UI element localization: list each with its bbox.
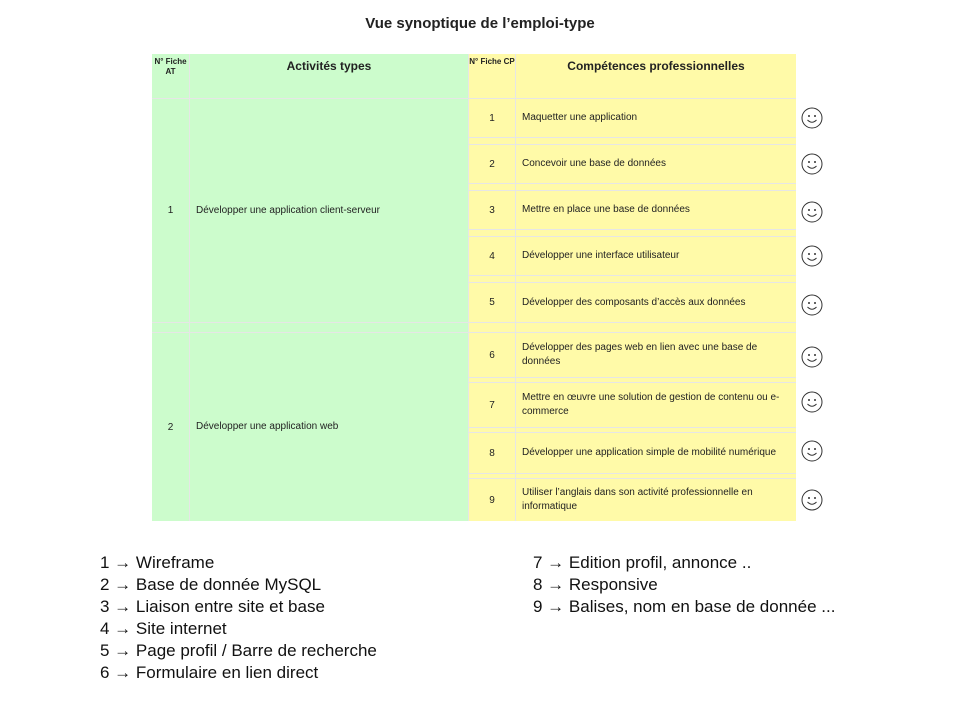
smiley-icon	[801, 346, 823, 368]
competence-number: 4	[469, 237, 515, 275]
competence-label: Mettre en place une base de données	[516, 191, 796, 229]
competence-label: Mettre en œuvre une solution de gestion de contenu ou e-commerce	[516, 383, 796, 427]
smiley-icon	[801, 201, 823, 223]
notes-right	[533, 552, 835, 618]
competence-number: 2	[469, 145, 515, 183]
note-item: 7 → Edition profil, annonce ..	[533, 553, 752, 572]
note-item: 6 → Formulaire en lien direct	[100, 663, 319, 682]
competence-number: 7	[469, 383, 515, 427]
note-item: 1 → Wireframe	[100, 553, 215, 572]
header-competences: Compétences professionnelles	[516, 54, 796, 98]
spacer-cell	[152, 323, 189, 332]
competence-number: 3	[469, 191, 515, 229]
smiley-icon	[801, 391, 823, 413]
competence-number: 1	[469, 99, 515, 137]
page-title: Vue synoptique de l’emploi-type	[365, 15, 595, 32]
spacer-cell	[469, 230, 515, 236]
activity-number: 2	[152, 333, 189, 521]
competence-number: 9	[469, 479, 515, 521]
competence-label: Développer une application simple de mobilité numérique	[516, 433, 796, 473]
spacer-cell	[190, 323, 468, 332]
smiley-icon	[801, 489, 823, 511]
spacer-cell	[516, 276, 796, 282]
note-item: 5 → Page profil / Barre de recherche	[100, 641, 377, 660]
note-item: 8 → Responsive	[533, 575, 658, 594]
synoptic-table	[152, 54, 796, 521]
competence-label: Utiliser l’anglais dans son activité professionnelle en informatique	[516, 479, 796, 521]
competence-label: Développer une interface utilisateur	[516, 237, 796, 275]
spacer-cell	[469, 184, 515, 190]
spacer-cell	[469, 428, 515, 432]
note-item: 2 → Base de donnée MySQL	[100, 575, 322, 594]
header-fiche-at: N° Fiche AT	[152, 54, 189, 98]
activity-number: 1	[152, 99, 189, 322]
spacer-cell	[516, 474, 796, 478]
spacer-cell	[469, 276, 515, 282]
competence-label: Développer des composants d’accès aux données	[516, 283, 796, 322]
competence-label: Développer des pages web en lien avec une base de données	[516, 333, 796, 377]
spacer-cell	[516, 138, 796, 144]
spacer-cell	[516, 230, 796, 236]
spacer-cell	[469, 378, 515, 382]
note-item: 3 → Liaison entre site et base	[100, 597, 325, 616]
competence-label: Concevoir une base de données	[516, 145, 796, 183]
header-fiche-cp: N° Fiche CP	[469, 54, 515, 98]
smiley-icon	[801, 107, 823, 129]
activity-label: Développer une application web	[190, 333, 468, 521]
spacer-cell	[469, 138, 515, 144]
note-item: 4 → Site internet	[100, 619, 227, 638]
smiley-icon	[801, 153, 823, 175]
spacer-cell	[516, 184, 796, 190]
competence-number: 8	[469, 433, 515, 473]
notes-left	[100, 552, 377, 684]
smiley-icon	[801, 294, 823, 316]
header-activites: Activités types	[190, 54, 468, 98]
smiley-icon	[801, 440, 823, 462]
spacer-cell	[469, 474, 515, 478]
spacer-cell	[516, 428, 796, 432]
spacer-cell	[469, 323, 515, 332]
smiley-icon	[801, 245, 823, 267]
note-item: 9 → Balises, nom en base de donnée ...	[533, 597, 836, 616]
spacer-cell	[516, 323, 796, 332]
competence-number: 6	[469, 333, 515, 377]
competence-number: 5	[469, 283, 515, 322]
activity-label: Développer une application client-serveur	[190, 99, 468, 322]
competence-label: Maquetter une application	[516, 99, 796, 137]
spacer-cell	[516, 378, 796, 382]
